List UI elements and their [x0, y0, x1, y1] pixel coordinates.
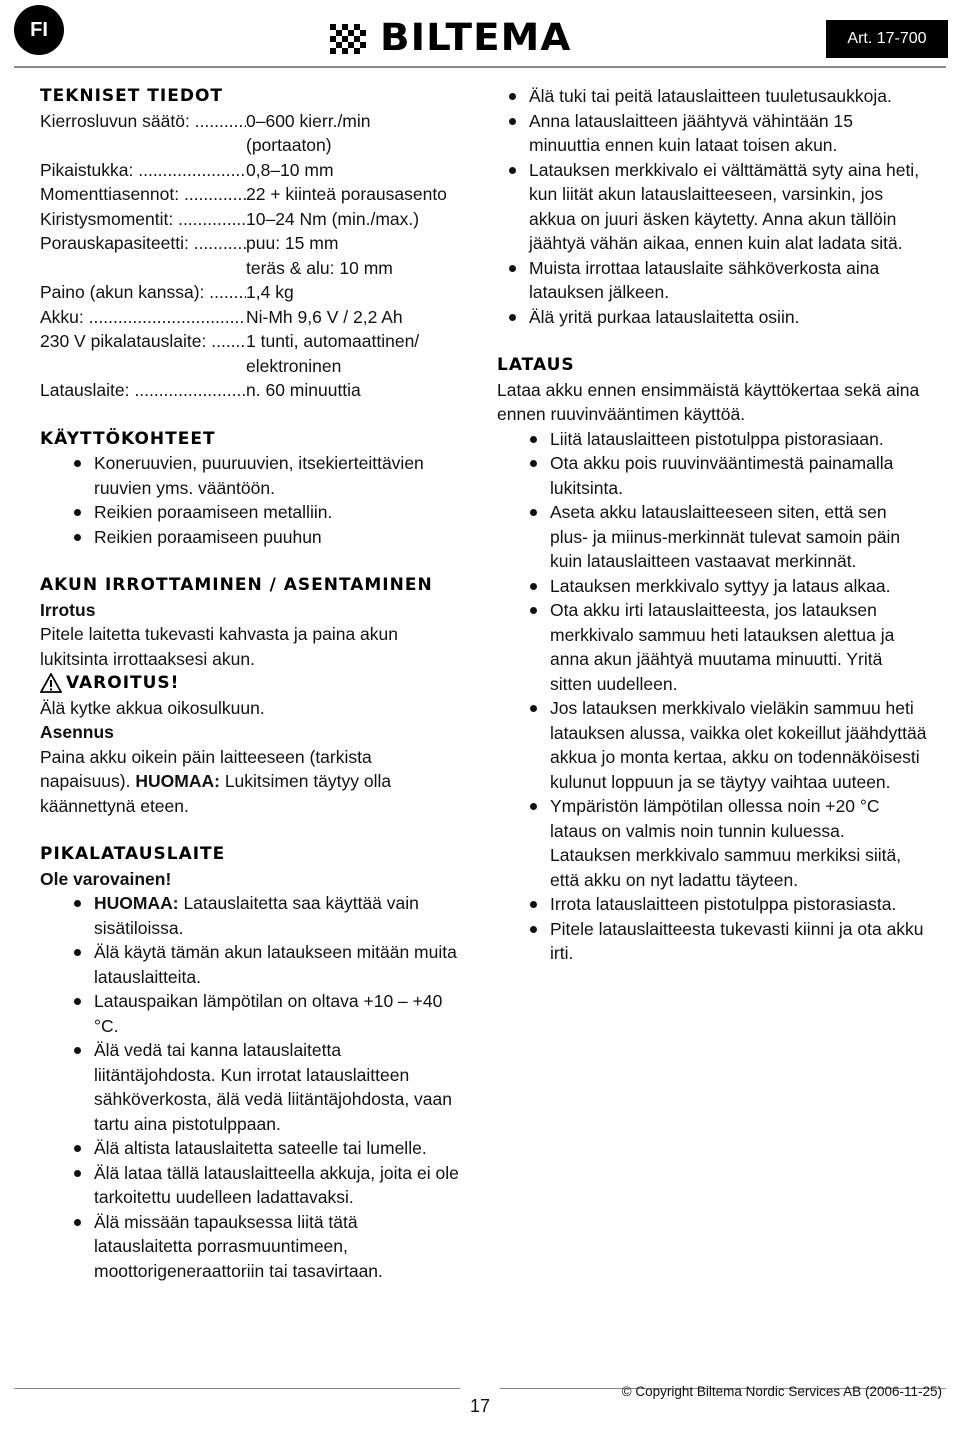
list-item: Älä tuki tai peitä latauslaitteen tuuletusaukkoja. — [497, 84, 927, 109]
spec-row: Paino (akun kanssa): ..... 1,4 kg — [40, 280, 460, 305]
list-item: Latauksen merkkivalo ei välttämättä syty aina heti, kun liität akun latauslaitteeseen, varsinkin, jos akkua on juuri äsken käytetty. Anna akun tällöin jäähtyä vähän aikaa, ennen kuin alat ladata sitä. — [497, 158, 927, 256]
spec-row: Kierrosluvun säätö: ..... 0–600 kierr./min (portaaton) — [40, 109, 460, 158]
warning-title: VAROITUS! — [66, 673, 180, 693]
install-paragraph: Paina akku oikein päin laitteeseen (tarkista napaisuus). HUOMAA: Lukitsimen täytyy olla käännettynä eteen. — [40, 746, 392, 816]
header-divider — [14, 66, 946, 68]
list-item: Ota akku irti latauslaitteesta, jos latauksen merkkivalo sammuu heti latauksen alettua ja anna akun jäähtyä muutama minuutti. Yritä sitten uudelleen. — [497, 598, 927, 696]
list-item: Ota akku pois ruuvinvääntimestä painamalla lukitsinta. — [497, 451, 927, 500]
list-item: Liitä latauslaitteen pistotulppa pistorasiaan. — [497, 427, 927, 452]
biltema-logo — [330, 16, 620, 59]
left-column — [40, 84, 460, 1283]
note-label: HUOMAA: — [135, 771, 220, 791]
warning-text: Älä kytke akkua oikosulkuun. — [40, 697, 265, 718]
list-item: Älä vedä tai kanna latauslaitetta liitäntäjohdosta. Kun irrotat latauslaitteen sähköverkosta, älä vedä liitäntäjohdosta, vaan tartu aina pistotulppaan. — [40, 1038, 460, 1136]
remove-subtitle: Irrotus — [40, 599, 96, 620]
list-item: Jos latauksen merkkivalo vieläkin sammuu heti latauksen alussa, vaikka olet kokeillut jäähdyttää akkua jo monta kertaa, akku on todennäköisesti kulunut loppuun ja se täytyy vaihtaa uuteen. — [497, 696, 927, 794]
list-item: Älä missään tapauksessa liitä tätä latauslaitetta porrasmuuntimeen, moottorigeneraattoriin tai tasavirtaan. — [40, 1210, 460, 1284]
usage-title: KÄYTTÖKOHTEET — [40, 428, 216, 449]
article-number: Art. 17-700 — [826, 20, 948, 58]
caution-text: Ole varovainen! — [40, 868, 172, 889]
quick-charger-list — [40, 891, 460, 1283]
list-item: Irrota latauslaitteen pistotulppa pistorasiasta. — [497, 892, 927, 917]
brand-name: BILTEMA — [380, 16, 572, 59]
list-item: Anna latauslaitteen jäähtyvä vähintään 15 minuuttia ennen kuin lataat toisen akun. — [497, 109, 927, 158]
battery-title: AKUN IRROTTAMINEN / ASENTAMINEN — [40, 575, 433, 595]
right-column — [497, 84, 927, 966]
usage-list — [40, 451, 460, 549]
charging-title: LATAUS — [497, 355, 575, 375]
copyright-notice: © Copyright Biltema Nordic Services AB (2006-11-25) — [621, 1384, 942, 1399]
list-item: Muista irrottaa latauslaite sähköverkosta aina latauksen jälkeen. — [497, 256, 927, 305]
warning-triangle-icon — [40, 673, 62, 693]
page-header — [0, 0, 960, 76]
spec-row: Akku: ..... Ni-Mh 9,6 V / 2,2 Ah — [40, 305, 460, 330]
remove-text: Pitele laitetta tukevasti kahvasta ja paina akun lukitsinta irrottaaksesi akun. — [40, 624, 398, 669]
charger-safety-list — [497, 84, 927, 329]
list-item: Latauksen merkkivalo syttyy ja lataus alkaa. — [497, 574, 927, 599]
quick-charger-title: PIKALATAUSLAITE — [40, 844, 226, 864]
checker-flag-icon — [330, 24, 370, 54]
list-item: Älä altista latauslaitetta sateelle tai lumelle. — [40, 1136, 460, 1161]
list-item: Älä lataa tällä latauslaitteella akkuja, joita ei ole tarkoitettu uudelleen ladattavaksi. — [40, 1161, 460, 1210]
list-item: Pitele latauslaitteesta tukevasti kiinni ja ota akku irti. — [497, 917, 927, 966]
tech-specs-title: TEKNISET TIEDOT — [40, 86, 223, 106]
list-item: Reikien poraamiseen puuhun — [40, 525, 460, 550]
language-badge: FI — [14, 5, 64, 55]
list-item: Älä käytä tämän akun lataukseen mitään muita latauslaitteita. — [40, 940, 460, 989]
list-item: Ympäristön lämpötilan ollessa noin +20 °C lataus on valmis noin tunnin kuluessa. Latauksen merkkivalo sammuu merkiksi siitä, että akku on nyt ladattu täyteen. — [497, 794, 927, 892]
spec-row: Kiristysmomentit: ..... 10–24 Nm (min./max.) — [40, 207, 460, 232]
list-item: Aseta akku latauslaitteeseen siten, että sen plus- ja miinus-merkinnät tulevat samoin päin kuin latauslaitteen vastaavat merkinnät. — [497, 500, 927, 574]
install-subtitle: Asennus — [40, 722, 114, 742]
list-item: Koneruuvien, puuruuvien, itsekierteittävien ruuvien yms. vääntöön. — [40, 451, 460, 500]
warning-heading — [40, 671, 460, 696]
list-item: HUOMAA: Latauslaitetta saa käyttää vain sisätiloissa. — [40, 891, 460, 940]
spec-row: teräs & alu: 10 mm — [246, 257, 393, 278]
list-item: Latauspaikan lämpötilan on oltava +10 – +40 °C. — [40, 989, 460, 1038]
spec-row: Momenttiasennot: ..... 22 + kiinteä porausasento — [40, 182, 460, 207]
spec-row: Pikaistukka: ..... 0,8–10 mm — [40, 158, 460, 183]
page-number: 17 — [460, 1383, 500, 1416]
list-item: Reikien poraamiseen metalliin. — [40, 500, 460, 525]
spec-row: Latauslaite: ..... n. 60 minuuttia — [40, 378, 460, 403]
spec-list — [40, 109, 460, 403]
spec-row: Porauskapasiteetti: ..... puu: 15 mm — [40, 231, 460, 256]
list-item: Älä yritä purkaa latauslaitetta osiin. — [497, 305, 927, 330]
charging-intro: Lataa akku ennen ensimmäistä käyttökertaa sekä aina ennen ruuvinvääntimen käyttöä. — [497, 379, 920, 424]
charging-list — [497, 427, 927, 966]
spec-row: 230 V pikalatauslaite: ..... 1 tunti, automaattinen/ elektroninen — [40, 329, 460, 378]
